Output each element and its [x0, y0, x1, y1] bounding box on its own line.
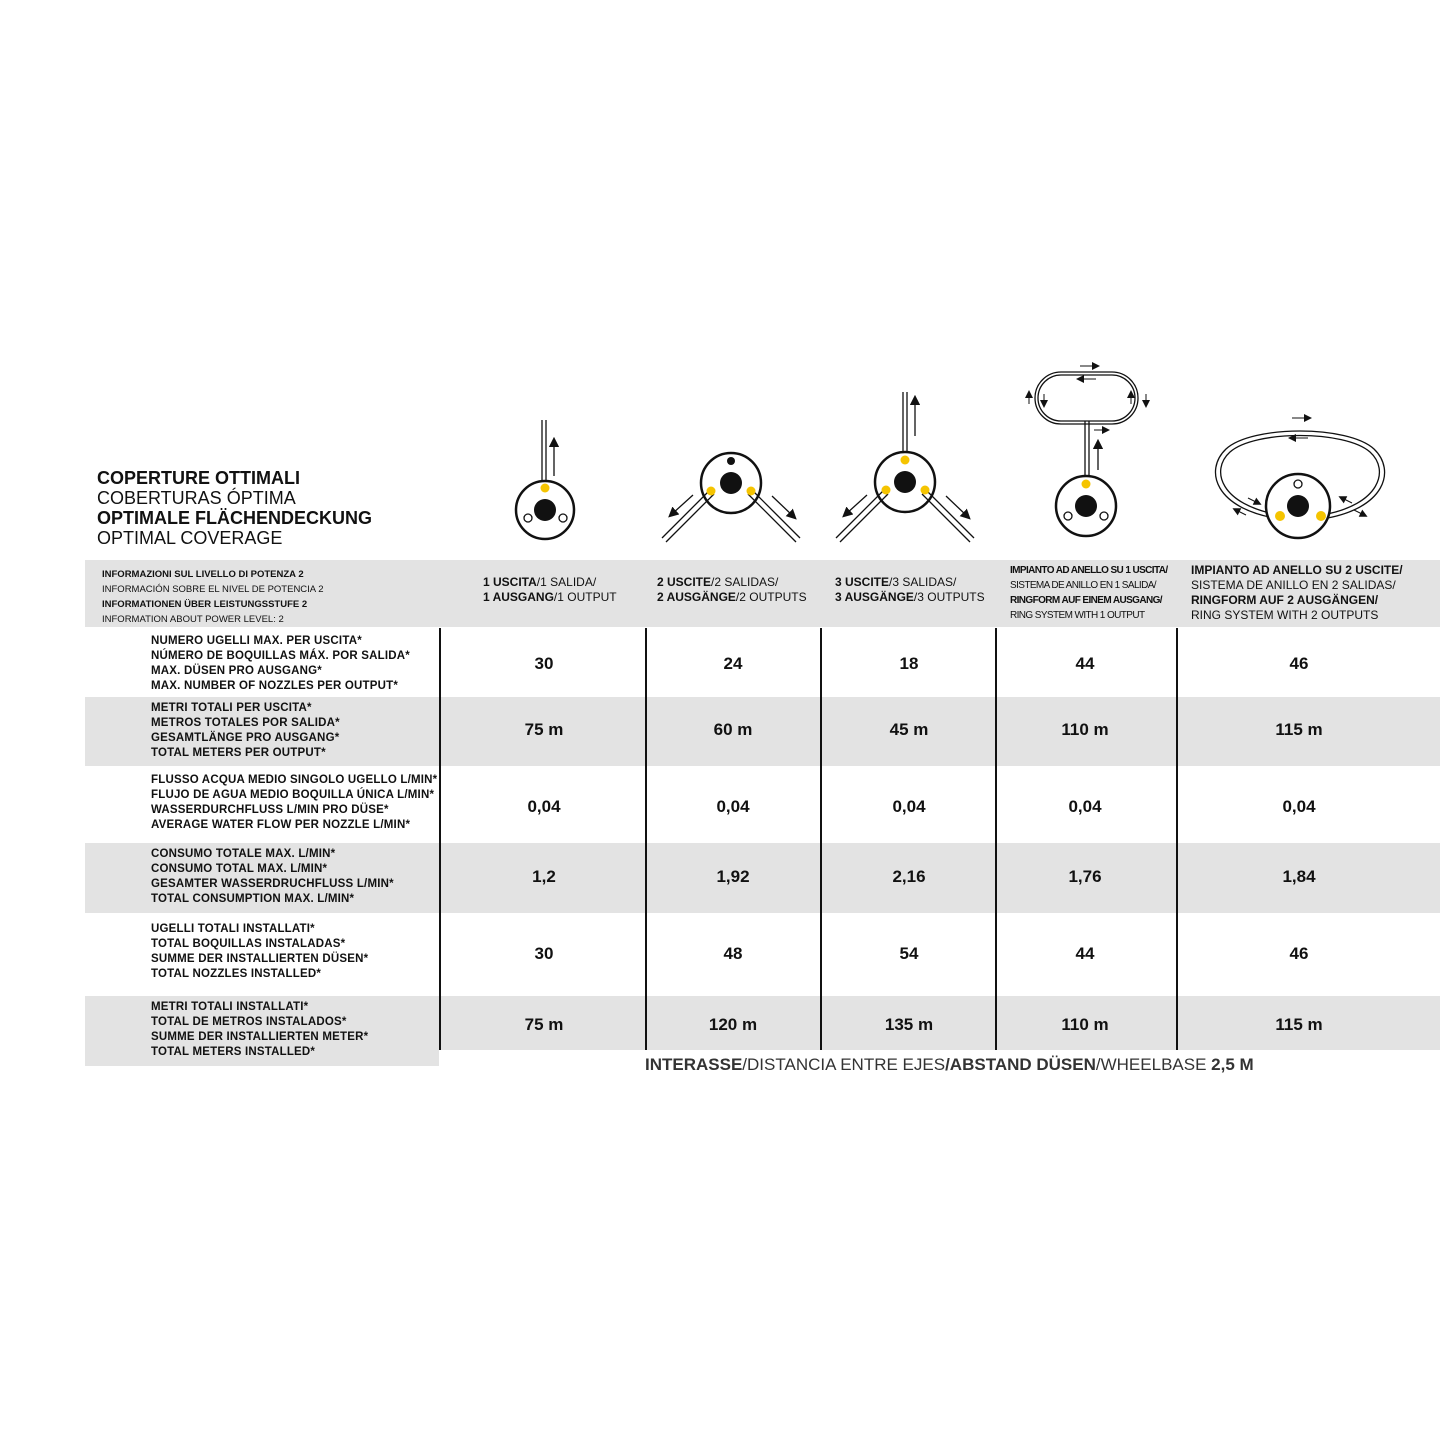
footer-it: INTERASSE [645, 1055, 743, 1074]
col3-de: 3 AUSGÄNGE [835, 590, 914, 604]
info-es: INFORMACIÓN SOBRE EL NIVEL DE POTENCIA 2 [102, 584, 324, 595]
col3-es: /3 SALIDAS/ [889, 575, 957, 589]
row2-it: METRI TOTALI PER USCITA* [151, 702, 312, 714]
row6-it: METRI TOTALI INSTALLATI* [151, 1001, 309, 1013]
row6-es: TOTAL DE METROS INSTALADOS* [151, 1016, 347, 1028]
row1-it: NUMERO UGELLI MAX. PER USCITA* [151, 635, 362, 647]
info-de: INFORMATIONEN ÜBER LEISTUNGSSTUFE 2 [102, 599, 308, 610]
cell-value: 2,16 [892, 867, 926, 886]
cell-value: 1,76 [1068, 867, 1102, 886]
cell-value: 1,92 [716, 867, 750, 886]
wheelbase-footer [645, 1055, 1254, 1075]
diagram-ring-2-outputs [1215, 418, 1384, 538]
cell-value: 30 [534, 944, 554, 963]
col3-en: /3 OUTPUTS [913, 590, 985, 604]
cell-value: 0,04 [1282, 797, 1316, 816]
col-separator [1176, 628, 1178, 1050]
column-header-ring-1-output [1010, 563, 1168, 623]
row3-it: FLUSSO ACQUA MEDIO SINGOLO UGELLO L/MIN* [151, 774, 438, 786]
column-header-2-outputs [657, 575, 807, 605]
col4-de: RINGFORM AUF EINEM AUSGANG/ [1010, 595, 1162, 606]
column-header-1-output [483, 575, 617, 605]
row-label-total-nozzles-installed [85, 913, 439, 996]
row3-es: FLUJO DE AGUA MEDIO BOQUILLA ÚNICA L/MIN* [151, 789, 435, 801]
row1-es: NÚMERO DE BOQUILLAS MÁX. POR SALIDA* [151, 650, 410, 662]
footer-en: /WHEELBASE [1095, 1055, 1212, 1074]
col5-it: IMPIANTO AD ANELLO SU 2 USCITE/ [1191, 563, 1403, 577]
col-separator [645, 628, 647, 1050]
row4-de: GESAMTER WASSERDRUCHFLUSS L/MIN* [151, 878, 394, 890]
row-label-average-water-flow [85, 766, 439, 843]
col4-es: SISTEMA DE ANILLO EN 1 SALIDA/ [1010, 580, 1156, 591]
row3-en: AVERAGE WATER FLOW PER NOZZLE L/MIN* [151, 819, 411, 831]
row4-es: CONSUMO TOTAL MAX. L/MIN* [151, 863, 328, 875]
cell-value: 120 m [708, 1015, 758, 1034]
col2-en: /2 OUTPUTS [735, 590, 807, 604]
row1-en: MAX. NUMBER OF NOZZLES PER OUTPUT* [151, 680, 399, 692]
column-header-3-outputs [835, 575, 985, 605]
cell-value: 110 m [1061, 1015, 1109, 1034]
col1-de: 1 AUSGANG [483, 590, 554, 604]
column-header-ring-2-outputs [1191, 563, 1403, 623]
title-it: COPERTURE OTTIMALI [97, 468, 300, 488]
row6-de: SUMME DER INSTALLIERTEN METER* [151, 1031, 369, 1043]
info-it: INFORMAZIONI SUL LIVELLO DI POTENZA 2 [102, 569, 304, 580]
row5-en: TOTAL NOZZLES INSTALLED* [151, 968, 322, 980]
footer-value: 2,5 M [1211, 1055, 1254, 1074]
col1-en: /1 OUTPUT [553, 590, 617, 604]
diagram-1-output [516, 420, 574, 539]
info-en: INFORMATION ABOUT POWER LEVEL: 2 [102, 614, 284, 625]
diagram-2-outputs [662, 453, 800, 542]
cell-value: 48 [723, 944, 743, 963]
row2-de: GESAMTLÄNGE PRO AUSGANG* [151, 732, 340, 744]
row5-es: TOTAL BOQUILLAS INSTALADAS* [151, 938, 346, 950]
cell-value: 45 m [889, 720, 929, 739]
footer-es: /DISTANCIA ENTRE EJES [742, 1055, 946, 1074]
cell-value: 115 m [1275, 1015, 1323, 1034]
row6-en: TOTAL METERS INSTALLED* [151, 1046, 316, 1058]
cell-value: 0,04 [892, 797, 926, 816]
col5-de: RINGFORM AUF 2 AUSGÄNGEN/ [1191, 593, 1379, 607]
cell-value: 24 [723, 654, 743, 673]
cell-value: 46 [1289, 944, 1309, 963]
row-label-max-nozzles [85, 628, 439, 697]
row5-it: UGELLI TOTALI INSTALLATI* [151, 923, 315, 935]
row3-de: WASSERDURCHFLUSS L/MIN PRO DÜSE* [151, 804, 389, 816]
row5-de: SUMME DER INSTALLIERTEN DÜSEN* [151, 953, 369, 965]
title-de: OPTIMALE FLÄCHENDECKUNG [97, 508, 372, 528]
title-en: OPTIMAL COVERAGE [97, 528, 283, 548]
cell-value: 75 m [524, 720, 564, 739]
cell-value: 0,04 [527, 797, 561, 816]
cell-value: 110 m [1061, 720, 1109, 739]
row4-it: CONSUMO TOTALE MAX. L/MIN* [151, 848, 336, 860]
power-level-info [102, 567, 324, 627]
col3-it: 3 USCITE [835, 575, 890, 589]
cell-value: 0,04 [716, 797, 750, 816]
diagram-3-outputs [836, 392, 974, 542]
col-separator [439, 628, 441, 1050]
row-label-total-consumption [85, 843, 439, 913]
cell-value: 44 [1075, 944, 1095, 963]
col5-en: RING SYSTEM WITH 2 OUTPUTS [1191, 608, 1379, 622]
col-separator [995, 628, 997, 1050]
col5-es: SISTEMA DE ANILLO EN 2 SALIDAS/ [1191, 578, 1396, 592]
cell-value: 0,04 [1068, 797, 1102, 816]
footer-de: /ABSTAND DÜSEN [945, 1055, 1096, 1074]
col2-de: 2 AUSGÄNGE [657, 590, 736, 604]
diagram-ring-1-output [1029, 366, 1146, 536]
title-es: COBERTURAS ÓPTIMA [97, 488, 296, 508]
row-label-total-meters-installed [85, 996, 439, 1066]
col1-es: /1 SALIDA/ [536, 575, 597, 589]
cell-value: 135 m [884, 1015, 934, 1034]
row4-en: TOTAL CONSUMPTION MAX. L/MIN* [151, 893, 355, 905]
cell-value: 1,84 [1282, 867, 1316, 886]
cell-value: 18 [899, 654, 919, 673]
cell-value: 30 [534, 654, 554, 673]
col1-it: 1 USCITA [483, 575, 537, 589]
cell-value: 1,2 [532, 867, 556, 886]
cell-value: 44 [1075, 654, 1095, 673]
col2-it: 2 USCITE [657, 575, 712, 589]
col4-en: RING SYSTEM WITH 1 OUTPUT [1010, 610, 1145, 621]
cell-value: 46 [1289, 654, 1309, 673]
col2-es: /2 SALIDAS/ [711, 575, 779, 589]
cell-value: 75 m [524, 1015, 564, 1034]
cell-value: 60 m [713, 720, 753, 739]
col-separator [820, 628, 822, 1050]
row1-de: MAX. DÜSEN PRO AUSGANG* [151, 665, 322, 677]
row2-en: TOTAL METERS PER OUTPUT* [151, 747, 326, 759]
cell-value: 115 m [1275, 720, 1323, 739]
col4-it: IMPIANTO AD ANELLO SU 1 USCITA/ [1010, 565, 1168, 576]
cell-value: 54 [899, 944, 919, 963]
row2-es: METROS TOTALES POR SALIDA* [151, 717, 340, 729]
row-label-total-meters-per-output [85, 697, 439, 766]
